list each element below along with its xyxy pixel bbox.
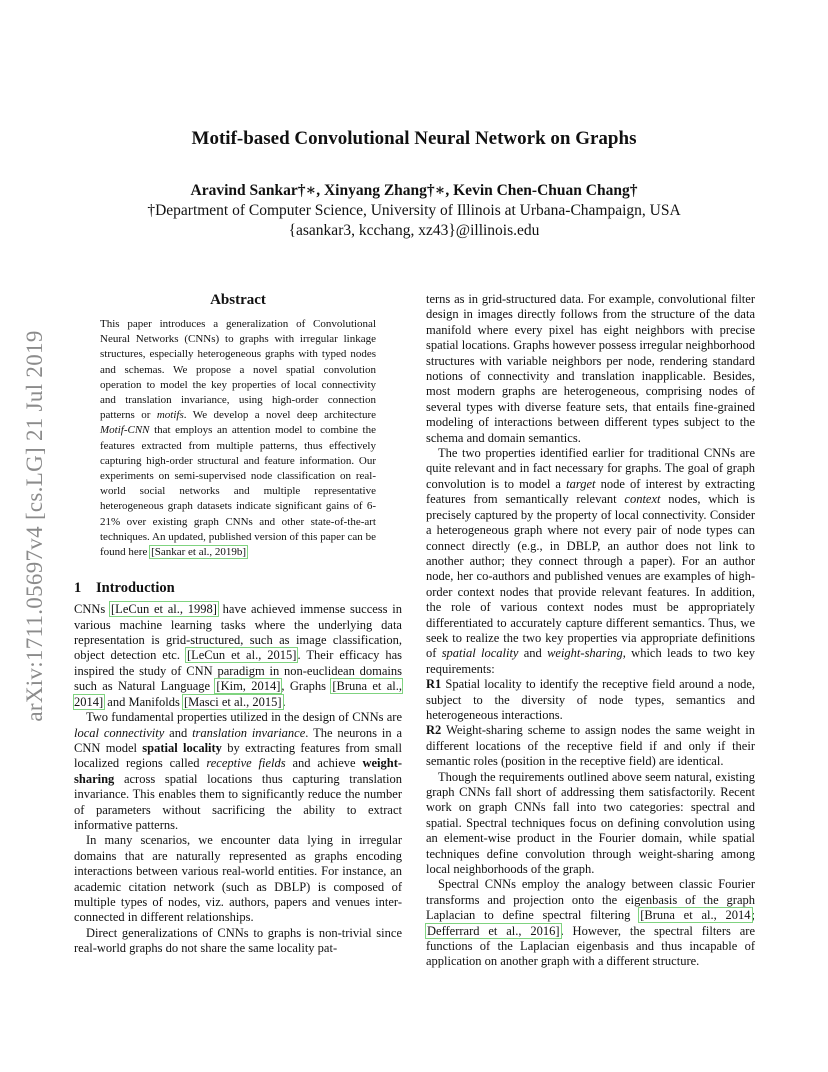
right-paragraph-3: Though the requirements outlined above seem natural, existing graph CNNs fall short of addressing them satisfactorily. Recent work on graph CNNs fall into two categories: spectral and spatial. Spectral techniques focus on defining convolution using an element-wise product in the Fourier domain, while spatial techniques define convolution through weight-sharing among local neighborhoods of the graph.	[426, 769, 755, 877]
citation-link[interactable]: [Sankar et al., 2019b]	[151, 546, 247, 559]
citation-link[interactable]: [Kim, 2014]	[216, 679, 281, 694]
right-column	[426, 292, 755, 970]
arxiv-sidebar	[20, 296, 50, 756]
citation-link[interactable]: [Bruna et al., 2014]	[74, 679, 402, 709]
intro-paragraph-4: Direct generalizations of CNNs to graphs is non-trivial since real-world graphs do not share the same locality pat-	[74, 925, 402, 956]
requirement-r2: R2 Weight-sharing scheme to assign nodes the same weight in different locations of the receptive field if and only if their semantic roles (position in the receptive field) are identical.	[426, 723, 755, 769]
right-paragraph-2: The two properties identified earlier for traditional CNNs are quite relevant and in fact necessary for graphs. The goal of graph convolution is to model a target node of interest by extracting features from semantically relevant context nodes, which is precisely captured by the property of local connectivity. Consider a heterogeneous graph where not every pair of node types can connect directly (e.g., in DBLP, an author does not link to another author; they connect through a paper). For an author node, her co-authors and published venues are examples of high-order context nodes that provide relevant features. In addition, the role of various context nodes must be appropriately differentiated to accurately capture different semantics. Thus, we seek to realize the two key properties via appropriate definitions of spatial locality and weight-sharing, which leads to two key requirements:	[426, 446, 755, 676]
citation-link[interactable]: [Bruna et al., 2014	[640, 908, 751, 923]
right-paragraph-1: terns as in grid-structured data. For example, convolutional filter design in images directly follows from the structure of the data manifold where every pixel has eight neighbors with precise spatial locations. Graphs however possess irregular neighborhood structures with variable neighbors per node, rendering standard notions of connectivity and translation inapplicable. Besides, most modern graphs are heterogeneous, comprising nodes of several types with diverse feature sets, that entails fine-grained modeling of interactions between different types subject to the schema and domain semantics.	[426, 292, 755, 445]
abstract-heading: Abstract	[210, 292, 266, 308]
citation-link[interactable]: [LeCun et al., 2015]	[186, 648, 297, 663]
right-paragraph-4: Spectral CNNs employ the analogy between classic Fourier transforms and projection onto the eigenbasis of the graph Laplacian to define spectral filtering [Bruna et al., 2014; Defferrard et al., 2016]. However, the spectral filters are functions of the Laplacian eigenbasis and thus incapable of application on another graph with a different structure.	[426, 877, 755, 969]
arxiv-identifier: arXiv:1711.05697v4 [cs.LG] 21 Jul 2019	[22, 330, 47, 722]
citation-link[interactable]: [Masci et al., 2015]	[183, 694, 282, 709]
section-heading-introduction: 1 Introduction	[74, 580, 175, 597]
requirement-r1: R1 Spatial locality to identify the receptive field around a node, subject to the diversity of node types, semantics and heterogeneous interactions.	[426, 677, 755, 722]
affiliation: †Department of Computer Science, University of Illinois at Urbana-Champaign, USA	[147, 202, 681, 219]
intro-paragraph-2: Two fundamental properties utilized in the design of CNNs are local connectivity and translation invariance. The neurons in a CNN model spatial locality by extracting features from small localized regions called receptive fields and achieve weight-sharing across spatial locations thus capturing translation invariance. This enables them to significantly reduce the number of parameters without sacrificing the ability to extract informative patterns.	[74, 710, 403, 832]
intro-paragraph-1: CNNs [LeCun et al., 1998] have achieved immense success in various machine learning tasks where the underlying data representation is grid-structured, such as image classification, object detection etc. [LeCun et al., 2015]. Their efficacy has inspired the study of CNN paradigm in non-euclidean domains such as Natural Language [Kim, 2014], Graphs [Bruna et al., 2014] and Manifolds [Masci et al., 2015].	[74, 602, 402, 709]
intro-paragraph-3: In many scenarios, we encounter data lying in irregular domains that are naturally represented as graphs encoding interactions between various real-world entities. For instance, an academic citation network (such as DBLP) is composed of multiple types of nodes, viz. authors, papers and venues inter-connected in different relationships.	[74, 833, 402, 925]
citation-link[interactable]: Defferrard et al., 2016]	[427, 923, 560, 938]
author-emails: {asankar3, kcchang, xz43}@illinois.edu	[288, 222, 540, 239]
abstract-text: This paper introduces a generalization of Convolutional Neural Networks (CNNs) to graphs with irregular linkage structures, especially heterogeneous graphs with typed nodes and schemas. We propose a novel spatial convolution operation to model the key properties of local connectivity and translation invariance, using high-order connection patterns or motifs. We develop a novel deep architecture Motif-CNN that employs an attention model to combine the features extracted from multiple patterns, thus effectively capturing high-order structural and feature information. Our experiments on semi-supervised node classification on real-world social networks and multiple representative heterogeneous graph datasets indicate significant gains of 6-21% over existing graph CNNs and other state-of-the-art techniques. An updated, published version of this paper can be found here [Sankar et al., 2019b]	[100, 318, 377, 559]
left-column	[74, 292, 402, 957]
citation-link[interactable]: [LeCun et al., 1998]	[111, 602, 217, 617]
author-list: Aravind Sankar†∗, Xinyang Zhang†∗, Kevin Chen-Chuan Chang†	[190, 182, 638, 199]
paper-title: Motif-based Convolutional Neural Network on Graphs	[191, 128, 637, 149]
